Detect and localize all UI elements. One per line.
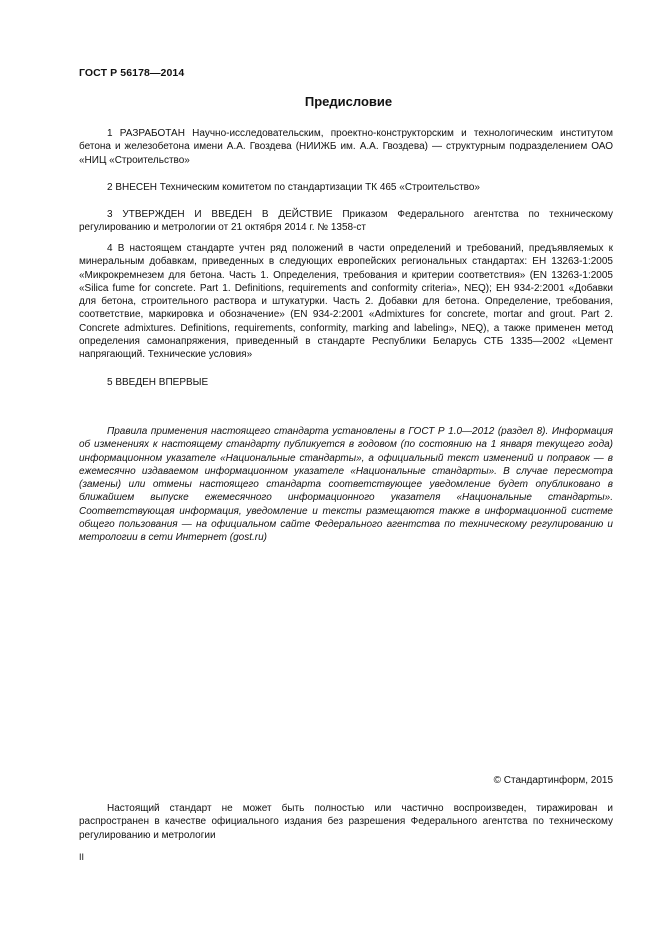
notice-text: Правила применения настоящего стандарта установлены в ГОСТ Р 1.0—2012 (раздел 8). Информация об изменениях к настоящему стандарту публикуется в годовом (по состоянию на 1 января текущего года) информационном указателе «Национальные стандарты», а официальный текст изменений и поправок — в ежемесячно издаваемом информационном указателе «Национальные стандарты». В случае пересмотра (замены) или отмены настоящего стандарта соответствующее уведомление будет опубликовано в ближайшем выпуске ежемесячного информационного указателя «Национальные стандарты». Соответствующая информация, уведомление и тексты размещаются также в информационной системе общего пользования — на официальном сайте Федерального агентства по техническому регулированию и метрологии в сети Интернет (gost.ru) bbox=[79, 426, 613, 544]
paragraph-item-3 bbox=[79, 208, 613, 235]
paragraph-text: 5 ВВЕДЕН ВПЕРВЫЕ bbox=[107, 377, 209, 388]
usage-notice bbox=[79, 425, 613, 545]
paragraph-text: 3 УТВЕРЖДЕН И ВВЕДЕН В ДЕЙСТВИЕ Приказом Федерального агентства по техническому регулированию и метрологии от 21 октября 2014 г. № 1358-ст bbox=[79, 209, 613, 234]
paragraph-text: 4 В настоящем стандарте учтен ряд положений в части определений и требований, предъявляемых к минеральным добавкам, приведенных в следующих европейских региональных стандартах: ЕН 13263-1:2005 «Микрокремнезем для бетона. Часть 1. Определения, требования и критерии соответствия» (EN 13263-1:2005 «Silica fume for concrete. Part 1. Definitions, requirements and conformity criteria», NEQ); ЕН 934-2:2001 «Добавки для бетона, строительного раствора и штукатурки. Часть 2. Добавки для бетона. Определение, требования, соответствие, маркировка и обозначение» (EN 934-2:2001 «Admixtures for concrete, mortar and grout. Part 2. Concrete admixtures. Definitions, requirements, conformity, marking and labeling», NEQ), а также применен метод определения самонапряжения, приведенный в стандарте Республики Беларусь СТБ 1335—2002 «Цемент напрягающий. Технические условия» bbox=[79, 243, 613, 361]
paragraph-text: 2 ВНЕСЕН Техническим комитетом по стандартизации ТК 465 «Строительство» bbox=[107, 182, 480, 193]
footer-note-text: Настоящий стандарт не может быть полностью или частично воспроизведен, тиражирован и распространен в качестве официального издания без разрешения Федерального агентства по техническому регулированию и метрологии bbox=[79, 803, 613, 841]
page-number: II bbox=[79, 852, 85, 862]
paragraph-item-2 bbox=[79, 181, 613, 194]
page-title: Предисловие bbox=[304, 94, 393, 109]
paragraph-item-4 bbox=[79, 242, 613, 362]
reproduction-notice bbox=[79, 802, 613, 842]
paragraph-item-5 bbox=[79, 376, 613, 389]
paragraph-item-1 bbox=[79, 127, 613, 167]
copyright: © Стандартинформ, 2015 bbox=[493, 775, 613, 786]
standard-code: ГОСТ Р 56178—2014 bbox=[79, 67, 185, 79]
paragraph-text: 1 РАЗРАБОТАН Научно-исследовательским, проектно-конструкторским и технологическим институтом бетона и железобетона имени А.А. Гвоздева (НИИЖБ им. А.А. Гвоздева) — структурным подразделением ОАО «НИЦ «Строительство» bbox=[79, 128, 613, 166]
